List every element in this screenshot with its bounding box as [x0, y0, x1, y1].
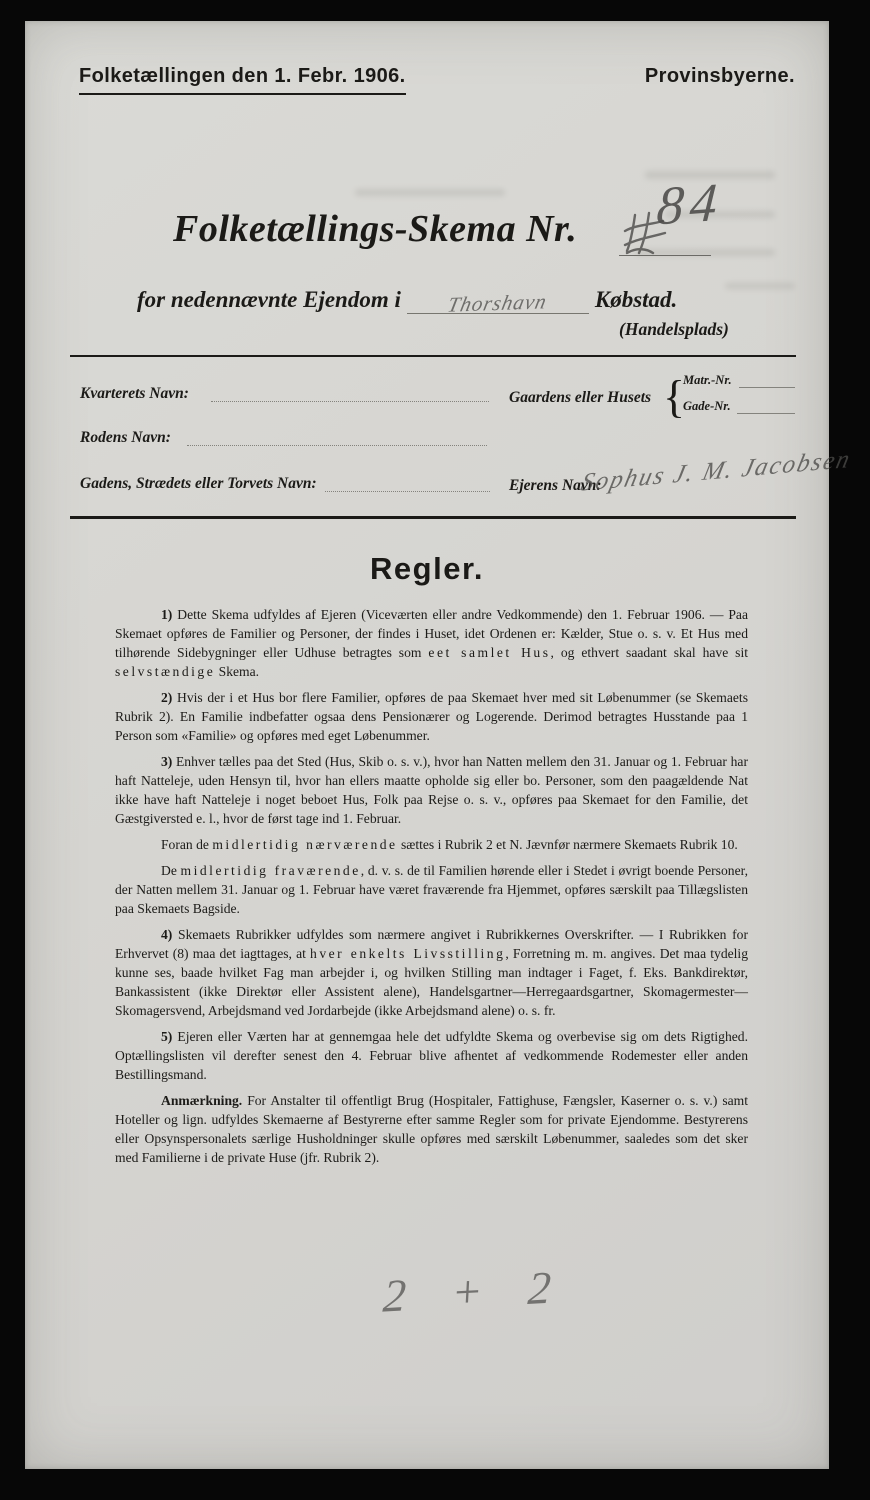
- document-page: [25, 21, 855, 1469]
- emphasized-text: eet samlet Hus: [428, 645, 551, 660]
- quarter-name-blank: [211, 385, 489, 402]
- emphasized-text: midlertidig nærværende: [212, 837, 398, 852]
- kobstad-label: Købstad.: [594, 287, 678, 312]
- handelsplads-note: (Handelsplads): [619, 319, 729, 339]
- divider-bottom: [70, 516, 796, 519]
- edition-header: Provinsbyerne.: [644, 65, 795, 87]
- divider-top: [70, 355, 796, 357]
- rule-paragraph-3b: Foran de midlertidig nærværende sættes i Rubrik 2 et N. Jævnfør nærmere Skemaets Rubrik 10.: [161, 837, 738, 852]
- rule-paragraph-5: 5) Ejeren eller Værten har at gennemgaa hele det udfyldte Skema og overbevise sig om dets Rigtighed. Optællingslisten vil derefter senest den 4. Februar blive afhentet af vedkommende Rodemester eller anden Bestillingsmand.: [115, 1029, 748, 1082]
- matr-nr-blank: [739, 373, 795, 388]
- street-name-label: Gadens, Strædets eller Torvets Navn:: [80, 475, 317, 492]
- rules-text: [115, 605, 748, 1174]
- subtitle-line: for nedennævnte Ejendom i Thorshavn Købstad.: [137, 287, 678, 317]
- property-place-blank: [407, 287, 589, 317]
- handwritten-place-name: Thorshavn: [446, 289, 550, 317]
- rode-name-blank: [187, 429, 487, 446]
- emphasized-text: midlertidig fraværende: [180, 863, 361, 878]
- owner-signature: Sophus J. M. Jacobsen: [578, 445, 855, 497]
- ink-bleedthrough-mark: [725, 283, 795, 289]
- rule-paragraph-4: 4) Skemaets Rubrikker udfyldes som nærmere angivet i Rubrikkernes Overskrifter. — I Rubrikken for Erhvervet (8) maa det iagttages, at hver enkelts Livsstilling, Forretning m. m. angives. Det maa tydelig kunne ses, baade hvilket Fag man arbejder i, og hvilken Stilling man indtager i Faget, f. Eks. Bankdirektør, Bankassistent (ikke Direktør eller Assistent alene), Handelsgartner—Herregaardsgartner, Skomagermester—Skomagersvend, Arbejdsmand ved Jordarbejde (ikke Arbejdsmand alene) o. s. fr.: [115, 927, 748, 1018]
- farm-or-house-label: Gaardens eller Husets: [509, 389, 652, 406]
- owner-name-label: Ejerens Navn:: [509, 477, 602, 494]
- matr-nr-label: Matr.-Nr.: [683, 373, 732, 387]
- emphasized-text: selvstændige: [115, 664, 216, 679]
- census-date-header: Folketællingen den 1. Febr. 1906.: [79, 65, 406, 95]
- gade-nr-blank: [737, 399, 795, 414]
- ink-bleedthrough-mark: [355, 189, 505, 196]
- rule-paragraph-anm: Anmærkning. For Anstalter til offentligt Brug (Hospitaler, Fattighuse, Fængsler, Kaserner o. s. v.) samt Hoteller og lign. udfyldes Skemaerne af Bestyrerne efter samme Regler som for private Ejendomme. Bestyrerens eller Opsynspersonalets særlige Husholdninger skulle opføres med særskilt Løbenummer, saaledes som det sker med Familierne i de private Huse (jfr. Rubrik 2).: [115, 1093, 748, 1165]
- bottom-handwritten-note: 2 + 2: [381, 1261, 557, 1322]
- form-title: Folketællings-Skema Nr.: [173, 208, 578, 250]
- rode-name-label: Rodens Navn:: [80, 429, 171, 446]
- rule-paragraph-1: 1) Dette Skema udfyldes af Ejeren (Viceværten eller andre Vedkommende) den 1. Februar 1906. — Paa Skemaet opføres de Familier og Personer, der findes i Huset, idet Ordenen er: Kælder, Stue o. s. v. Et Hus med tilhørende Sidebygninger eller Udhuse betragtes som eet samlet Hus, og ethvert saadant skal have sit selvstændige Skema.: [115, 607, 749, 679]
- rule-paragraph-2: 2) Hvis der i et Hus bor flere Familier, opføres de paa Skemaet hver med sit Løbenummer (se Skemaets Rubrik 2). En Familie indbefatter ogsaa dens Pensionærer og Logerende. Derimod betragtes Husstande paa 1 Person som «Familie» og opføres med eget Løbenummer.: [115, 690, 748, 743]
- emphasized-text: hver enkelts Livsstilling: [310, 946, 506, 961]
- street-name-blank: [325, 475, 490, 492]
- quarter-name-label: Kvarterets Navn:: [80, 385, 189, 402]
- rules-heading: Regler.: [370, 551, 484, 586]
- brace-icon: {: [663, 371, 686, 422]
- anm-label: Anmærkning.: [161, 1093, 243, 1108]
- handwritten-form-number: 84: [654, 171, 726, 237]
- nr-label: Nr.: [526, 208, 578, 250]
- rule-paragraph-3: 3) Enhver tælles paa det Sted (Hus, Skib o. s. v.), hvor han Natten mellem den 31. Januar og 1. Februar har haft Natteleje, uden Hensyn til, hvor han ellers maatte opholde sig eller bo. Personer, som den paagældende Nat ikke have haft Natteleje i noget beboet Hus, Folk paa Rejse o. s. v., opføres paa Skemaet for den Familie, det Gæstgiversted e. l., hvor de først tage ind 1. Februar.: [115, 754, 748, 826]
- form-number-blank: [619, 255, 711, 256]
- gade-nr-label: Gade-Nr.: [683, 399, 731, 413]
- rule-paragraph-3c: De midlertidig fraværende, d. v. s. de til Familien hørende eller i Stedet i øvrigt boende Personer, der Natten mellem 31. Januar og 1. Februar have været fraværende fra Hjemmet, opføres særskilt paa Tillægslisten paa Skemaets Bagside.: [115, 863, 748, 916]
